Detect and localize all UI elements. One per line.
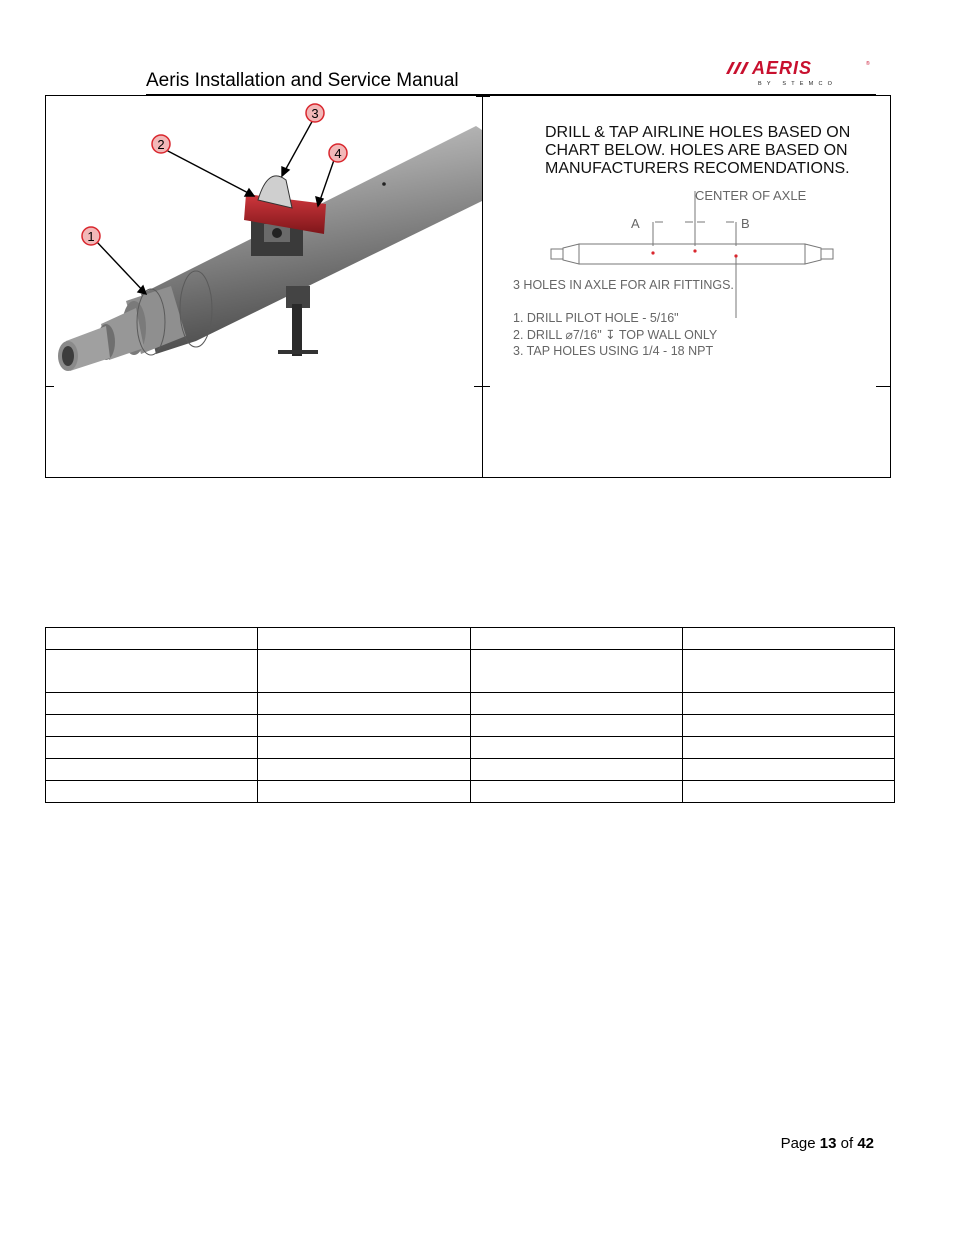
table-row — [46, 715, 895, 737]
holes-note: 3 HOLES IN AXLE FOR AIR FITTINGS. — [513, 278, 734, 292]
table-row — [46, 650, 895, 693]
table-cell — [46, 715, 258, 737]
figure-box — [45, 95, 891, 478]
table-cell — [682, 781, 894, 803]
table-cell — [470, 628, 682, 650]
table-cell — [46, 759, 258, 781]
total-pages: 42 — [857, 1135, 874, 1152]
aeris-logo — [722, 56, 872, 90]
heading-line: MANUFACTURERS RECOMENDATIONS. — [545, 160, 850, 177]
dimension-a-label: A — [631, 216, 640, 231]
axle-illustration — [46, 96, 482, 386]
table-cell — [258, 715, 470, 737]
crop-mark — [474, 386, 490, 387]
drill-step: 1. DRILL PILOT HOLE - 5/16" — [513, 311, 679, 325]
svg-text:AERIS: AERIS — [752, 58, 813, 78]
page-of: of — [836, 1135, 858, 1152]
svg-text:3: 3 — [311, 106, 319, 121]
table-cell — [46, 781, 258, 803]
heading-line: CHART BELOW. HOLES ARE BASED ON — [545, 142, 848, 159]
table-cell — [470, 693, 682, 715]
table-cell — [46, 737, 258, 759]
drill-steps-list — [513, 310, 717, 360]
table-cell — [682, 628, 894, 650]
table-cell — [682, 759, 894, 781]
svg-text:1: 1 — [87, 229, 95, 244]
table-cell — [258, 759, 470, 781]
table-row — [46, 628, 895, 650]
table-cell — [258, 628, 470, 650]
svg-text:®: ® — [866, 61, 870, 67]
callout-1 — [82, 227, 100, 245]
svg-text:BY STEMCO: BY STEMCO — [758, 81, 838, 87]
center-of-axle-label: CENTER OF AXLE — [695, 188, 807, 203]
crop-mark — [876, 386, 891, 387]
page-prefix: Page — [780, 1135, 820, 1152]
table-row — [46, 693, 895, 715]
drill-tap-diagram — [483, 96, 891, 386]
crop-mark — [46, 386, 54, 387]
table-cell — [682, 650, 894, 693]
table-row — [46, 759, 895, 781]
dimension-b-label: B — [741, 216, 750, 231]
current-page: 13 — [819, 1135, 837, 1152]
table-cell — [46, 650, 258, 693]
callout-3 — [306, 104, 324, 122]
table-cell — [258, 781, 470, 803]
table-cell — [46, 693, 258, 715]
table-cell — [470, 759, 682, 781]
drill-step: 3. TAP HOLES USING 1/4 - 18 NPT — [513, 344, 714, 358]
callout-2 — [152, 135, 170, 153]
svg-text:4: 4 — [334, 146, 342, 161]
drill-step: 2. DRILL ⌀7/16" ↧ TOP WALL ONLY — [513, 327, 718, 342]
table-cell — [682, 737, 894, 759]
page-number — [781, 1135, 874, 1152]
document-title: Aeris Installation and Service Manual — [146, 70, 459, 91]
table-cell — [470, 715, 682, 737]
table-cell — [470, 781, 682, 803]
table-cell — [258, 737, 470, 759]
table-cell — [470, 737, 682, 759]
heading-line: DRILL & TAP AIRLINE HOLES BASED ON — [545, 124, 851, 141]
table-cell — [682, 693, 894, 715]
svg-text:2: 2 — [157, 137, 165, 152]
table-row — [46, 781, 895, 803]
table-row — [46, 737, 895, 759]
table-cell — [46, 628, 258, 650]
table-cell — [682, 715, 894, 737]
table-cell — [258, 650, 470, 693]
table-cell — [470, 650, 682, 693]
table-cell — [258, 693, 470, 715]
callout-4 — [329, 144, 347, 162]
empty-data-table — [45, 627, 895, 803]
